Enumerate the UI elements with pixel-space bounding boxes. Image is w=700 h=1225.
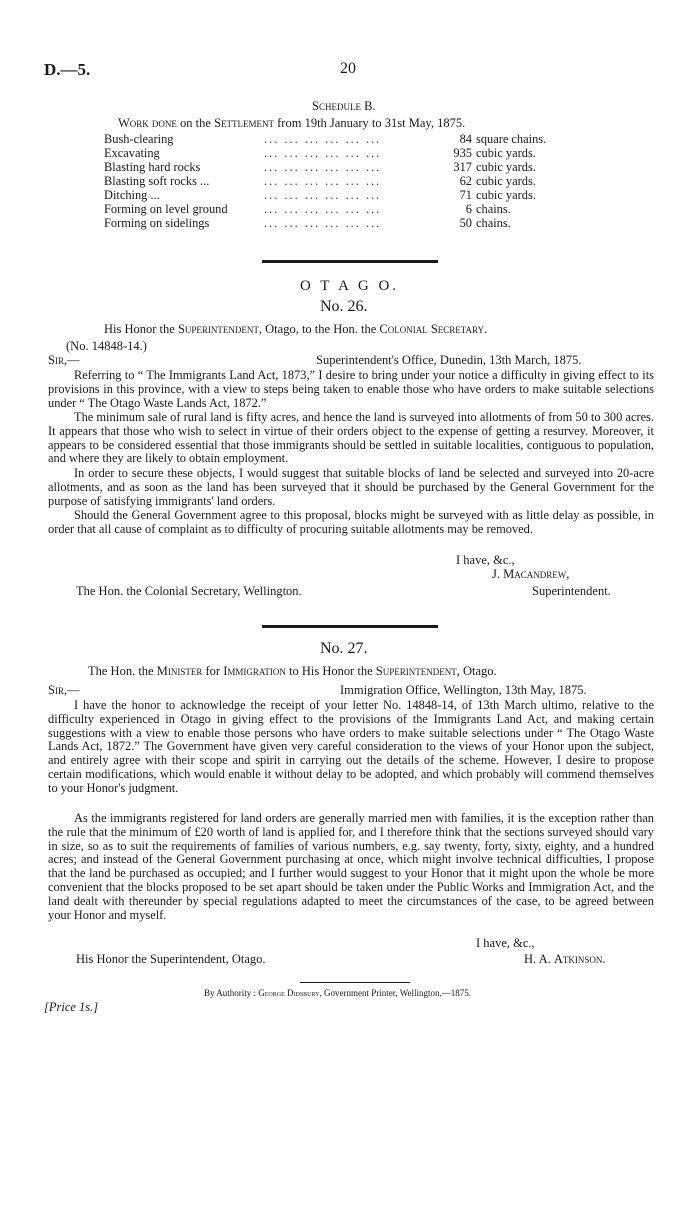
section-heading-otago: O T A G O.: [300, 278, 400, 294]
row-label: Blasting hard rocks: [104, 160, 201, 174]
letter-paragraph: I have the honor to acknowledge the receipt of your letter No. 14848-14, of 13th March ultimo, relative to the difficulty experienced in Otago in giving effect to the provisions of the Immigrants Land Act, and making certain suggestions with a view to enable those persons who have orders to make suitable selections under “ The Otago Waste Lands Act, 1872.” The Government have given very careful consideration to the views of your Honor upon the subject, and entirely agree with their scope and spirit in carrying out the details of the scheme. However, I desire to propose certain modifications, which would enable it without delay to be adopted, and which probably will commend themselves to your Honor's judgment.: [48, 698, 654, 795]
letter-paragraph: In order to secure these objects, I would suggest that suitable blocks of land be selected and surveyed into 20-acre allotments, and as soon as the land has been surveyed that it should be purchased by the General Government for the purpose of satisfying immigrants' land orders.: [48, 466, 654, 508]
row-label: Excavating: [104, 146, 160, 160]
letter-number: No. 27.: [320, 640, 368, 657]
letter-paragraph: Should the General Government agree to this proposal, blocks might be surveyed with as little delay as possible, in order that all cause of complaint as to difficulty of procuring suitable allotments may be removed.: [48, 508, 654, 536]
price: [Price 1s.]: [44, 1000, 99, 1014]
printer-imprint: By Authority : George Didsbury, Government Printer, Wellington.—1875.: [204, 988, 472, 998]
row-quantity: 84: [459, 132, 472, 146]
sender-address: Superintendent's Office, Dunedin, 13th March, 1875.: [316, 353, 582, 367]
table-row: [104, 146, 536, 160]
letter-paragraph: As the immigrants registered for land orders are generally married men with families, it is the exception rather than the rule that the minimum of £20 worth of land is applied for, and I therefore think that the sections surveyed should vary in size, so as to suit the requirements of families of various numbers, e.g. say twenty, forty, sixty, eighty, and a hundred acres; and instead of the General Government purchasing at once, which might involve technical difficulties, I propose that the land be purchased as occupied; and I further would suggest to your Honor that it might upon the whole be more convenient that the blocks proposed to be set apart should be taken under the Public Works and Immigration Act, and the land dealt with thereunder by special regulations adapted to meet the circumstances of the case, to be agreed between your Honor and myself.: [48, 811, 654, 922]
heading-part: to His Honor the: [288, 664, 373, 678]
row-unit: chains.: [476, 202, 511, 216]
heading-part: , Otago, to the Hon. the: [258, 322, 377, 336]
row-unit: cubic yards.: [476, 188, 536, 202]
leader-dots: ... ... ... ... ... ...: [264, 216, 382, 230]
row-quantity: 317: [453, 160, 472, 174]
row-label: Blasting soft rocks ...: [104, 174, 210, 188]
schedule-subtitle-part: Work done: [118, 116, 177, 130]
letter-paragraph: The minimum sale of rural land is fifty acres, and hence the land is surveyed into allotments of from 50 to 300 acres. It appears that those who wish to select in virtue of their orders object to the expense of getting a resurvey. Moreover, it appears to be considered essential that those immigrants should be settled in suitable localities, contiguous to population, and where they are likely to obtain employment.: [48, 410, 654, 466]
letter-heading: [104, 322, 487, 337]
heading-part: Superintendent: [375, 664, 457, 678]
signature: J. Macandrew,: [492, 567, 570, 581]
closing: I have, &c.,: [456, 553, 515, 567]
row-unit: chains.: [476, 216, 511, 230]
table-row: [104, 188, 536, 202]
letter-reference: (No. 14848-14.): [66, 339, 147, 353]
heading-part: for: [205, 664, 221, 678]
section-divider: [262, 260, 438, 263]
heading-part: Minister: [156, 664, 203, 678]
signature: H. A. Atkinson.: [524, 952, 606, 966]
leader-dots: ... ... ... ... ... ...: [264, 174, 382, 188]
footer-rule: [300, 982, 410, 983]
leader-dots: ... ... ... ... ... ...: [264, 188, 382, 202]
table-row: [104, 132, 546, 146]
row-quantity: 71: [459, 188, 472, 202]
salutation: Sir,—: [48, 353, 80, 367]
signer-title: Superintendent.: [532, 584, 611, 598]
addressee: His Honor the Superintendent, Otago.: [76, 952, 266, 966]
salutation: Sir,—: [48, 683, 80, 697]
letter-number: No. 26.: [320, 298, 368, 315]
row-label: Bush-clearing: [104, 132, 174, 146]
section-divider: [262, 625, 438, 628]
letter-paragraph: Referring to “ The Immigrants Land Act, 1873,” I desire to bring under your notice a difficulty in giving effect to its provisions in this province, with a view to steps being taken to enable those who have orders to make suitable selections under “ The Otago Waste Lands Act, 1872.”: [48, 368, 654, 410]
schedule-subtitle-part: Settlement: [214, 116, 275, 130]
addressee: The Hon. the Colonial Secretary, Wellington.: [76, 584, 302, 598]
page-number: 20: [340, 60, 356, 77]
schedule-subtitle: [118, 116, 465, 131]
table-row: [104, 216, 511, 230]
row-label: Forming on level ground: [104, 202, 228, 216]
row-unit: cubic yards.: [476, 160, 536, 174]
row-label: Forming on sidelings: [104, 216, 210, 230]
heading-part: The Hon. the: [88, 664, 154, 678]
schedule-subtitle-part: from 19th January to 31st May, 1875.: [277, 116, 466, 130]
row-quantity: 62: [459, 174, 472, 188]
leader-dots: ... ... ... ... ... ...: [264, 160, 382, 174]
row-unit: cubic yards.: [476, 174, 536, 188]
leader-dots: ... ... ... ... ... ...: [264, 132, 382, 146]
row-unit: square chains.: [476, 132, 547, 146]
row-unit: cubic yards.: [476, 146, 536, 160]
heading-part: His Honor the: [104, 322, 175, 336]
row-label: Ditching ...: [104, 188, 160, 202]
heading-part: Immigration: [223, 664, 286, 678]
heading-part: .: [484, 322, 488, 336]
schedule-title: Schedule B.: [312, 99, 376, 113]
closing: I have, &c.,: [476, 936, 535, 950]
document-reference: D.—5.: [44, 60, 91, 79]
row-quantity: 6: [465, 202, 472, 216]
letter-heading: [88, 664, 497, 679]
table-row: [104, 202, 511, 216]
heading-part: Superintendent: [177, 322, 259, 336]
leader-dots: ... ... ... ... ... ...: [264, 146, 382, 160]
table-row: [104, 160, 536, 174]
heading-part: Colonial Secretary: [379, 322, 485, 336]
row-quantity: 50: [459, 216, 472, 230]
heading-part: , Otago.: [456, 664, 497, 678]
sender-address: Immigration Office, Wellington, 13th May, 1875.: [340, 683, 587, 697]
leader-dots: ... ... ... ... ... ...: [264, 202, 382, 216]
table-row: [104, 174, 536, 188]
schedule-subtitle-part: on the: [180, 116, 211, 130]
row-quantity: 935: [453, 146, 472, 160]
